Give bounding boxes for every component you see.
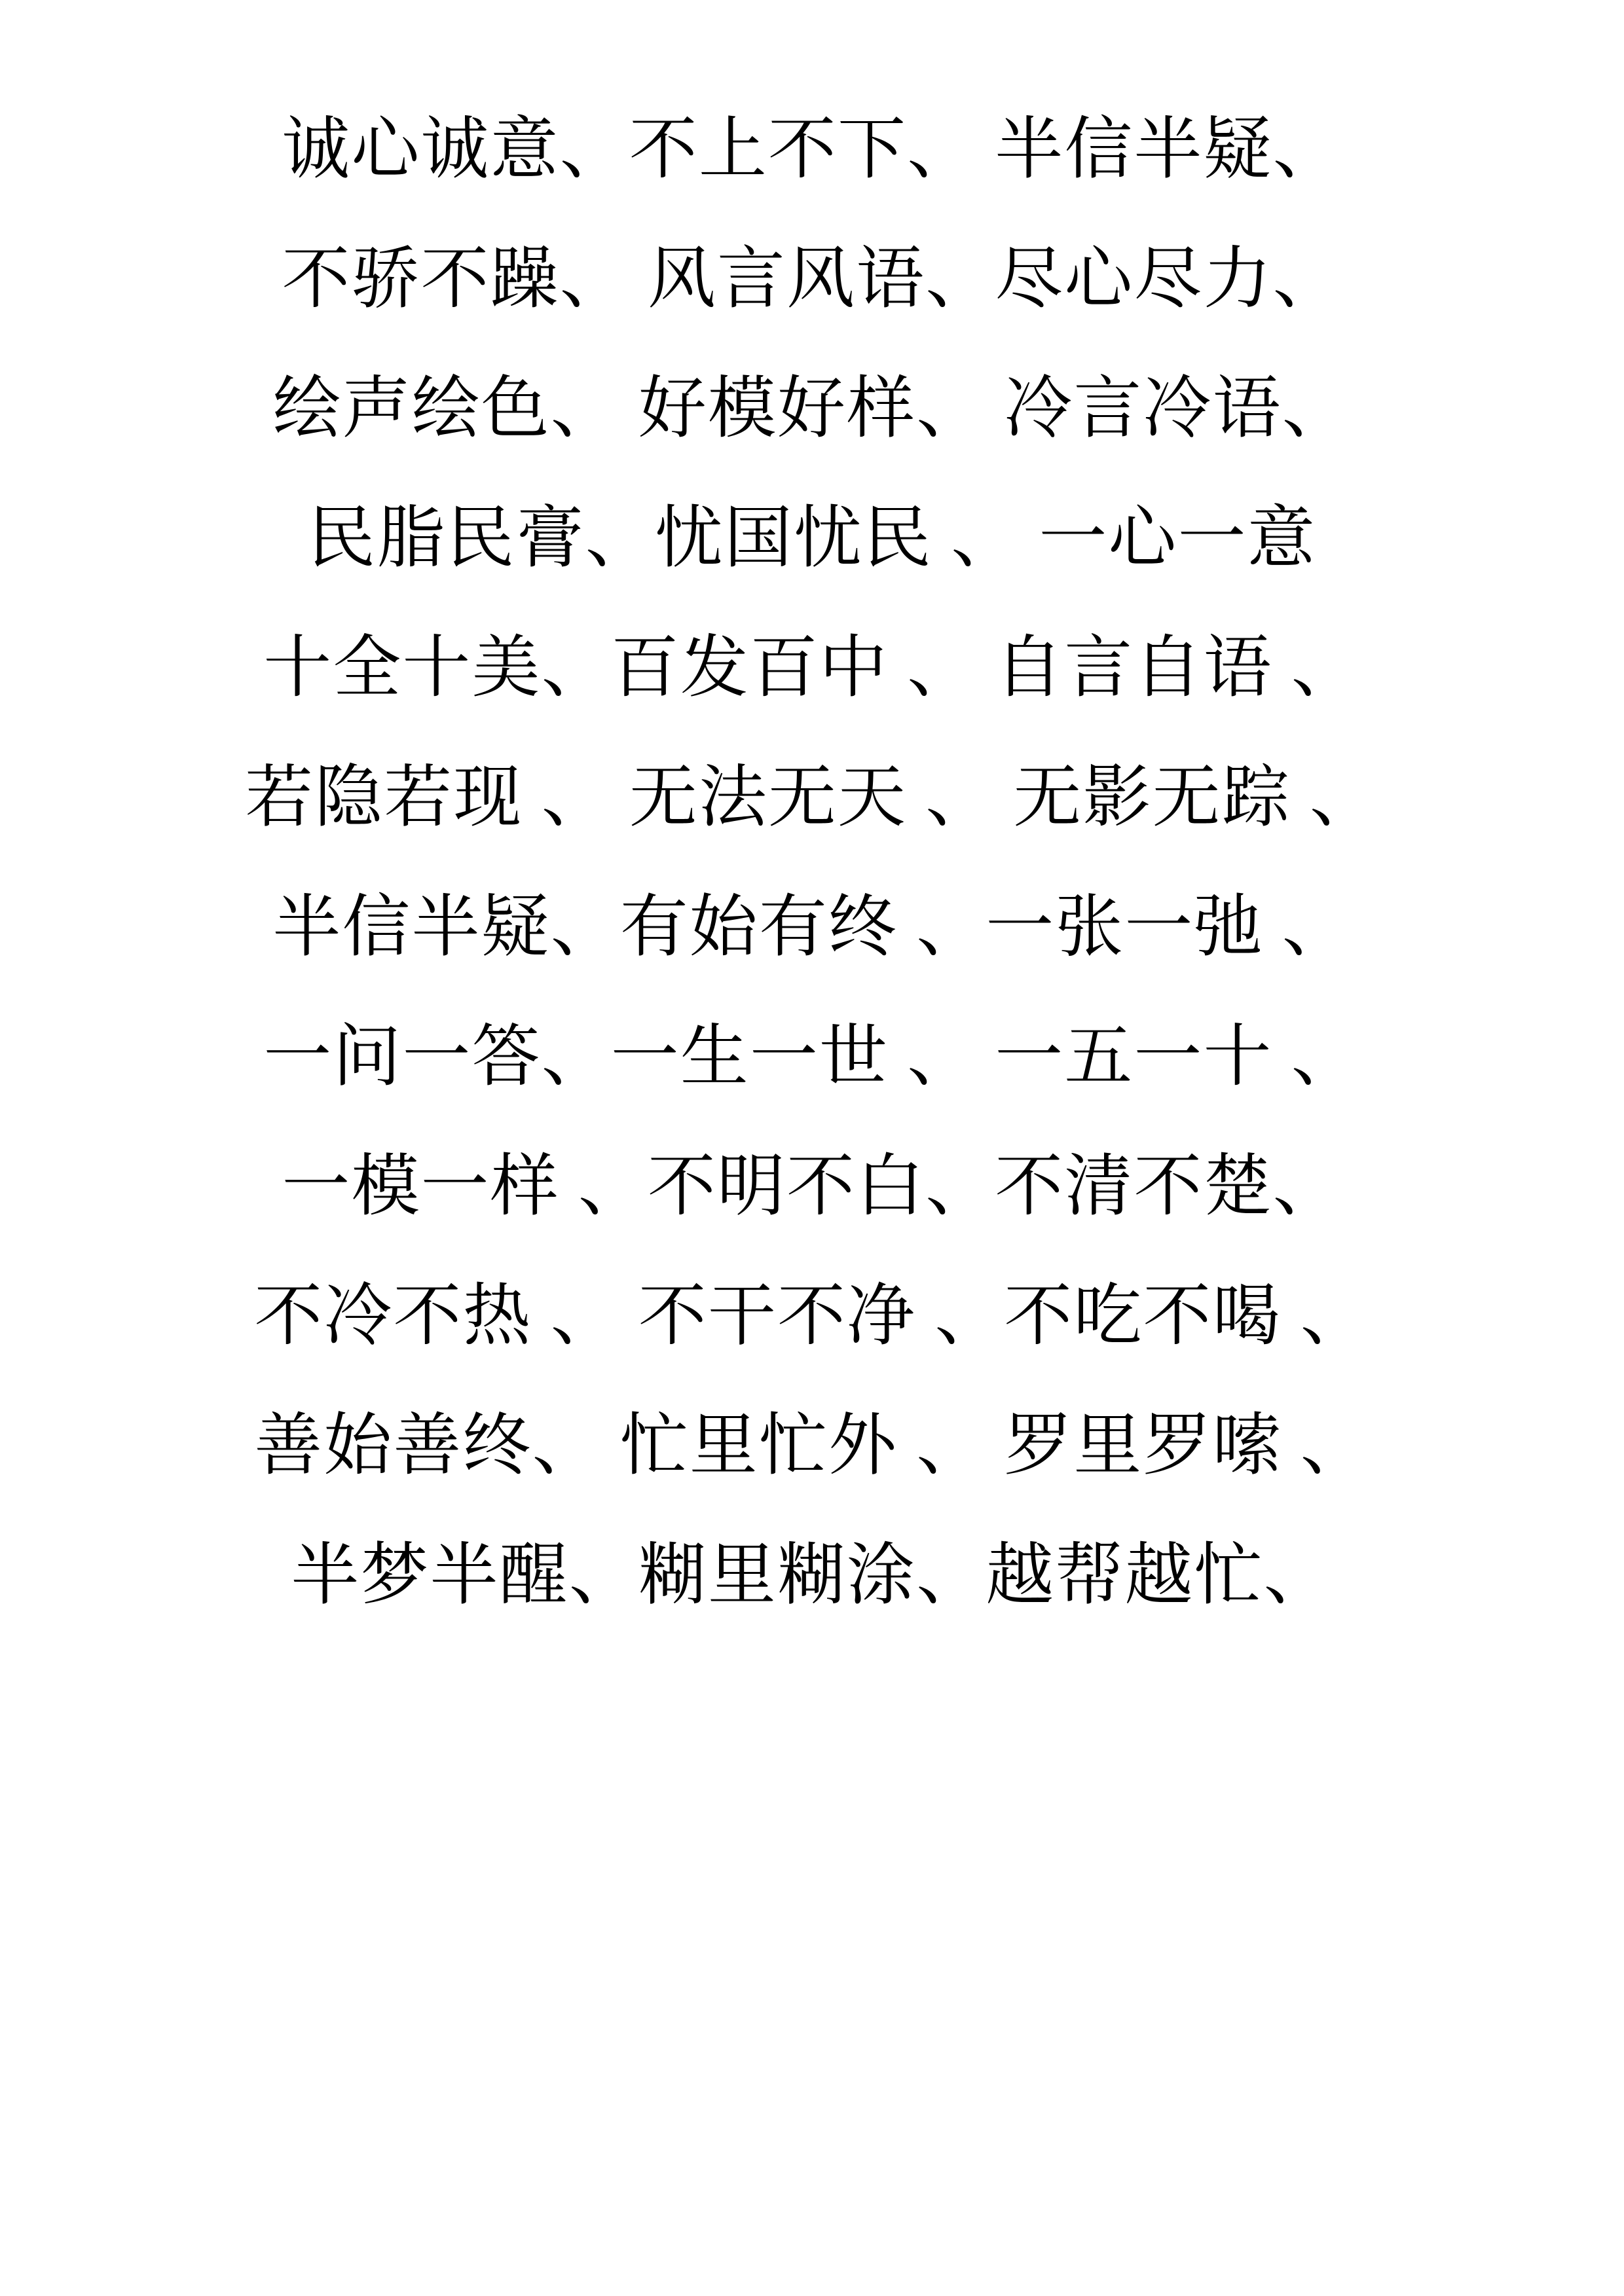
idiom-line: 若隐若现 、 无法无天 、 无影无踪 、 [245,760,1379,835]
idiom-line: 民脂民膏、忧国忧民 、 一心一意 [307,501,1317,576]
idiom-line: 一模一样 、不明不白、不清不楚、 [282,1149,1342,1224]
idiom-line: 十全十美、百发百中 、 自言自语 、 [263,630,1361,706]
idiom-line: 一问一答、一生一世 、 一五一十 、 [263,1019,1361,1095]
idiom-line: 善始善终、 忙里忙外 、 罗里罗嗦 、 [254,1408,1370,1484]
idiom-line: 半梦半醒、糊里糊涂、越帮越忙、 [291,1538,1333,1613]
idiom-line: 诚心诚意、不上不下、 半信半疑、 [282,112,1342,187]
idiom-line: 半信半疑、有始有终 、一张一弛 、 [272,890,1352,965]
idiom-line: 不冷不热 、 不干不净 、不吃不喝 、 [254,1279,1370,1354]
idiom-list [98,85,1526,1641]
idiom-line: 不骄不躁、 风言风语、尽心尽力、 [282,242,1342,317]
idiom-line: 绘声绘色、 好模好样、 冷言冷语、 [272,371,1352,446]
